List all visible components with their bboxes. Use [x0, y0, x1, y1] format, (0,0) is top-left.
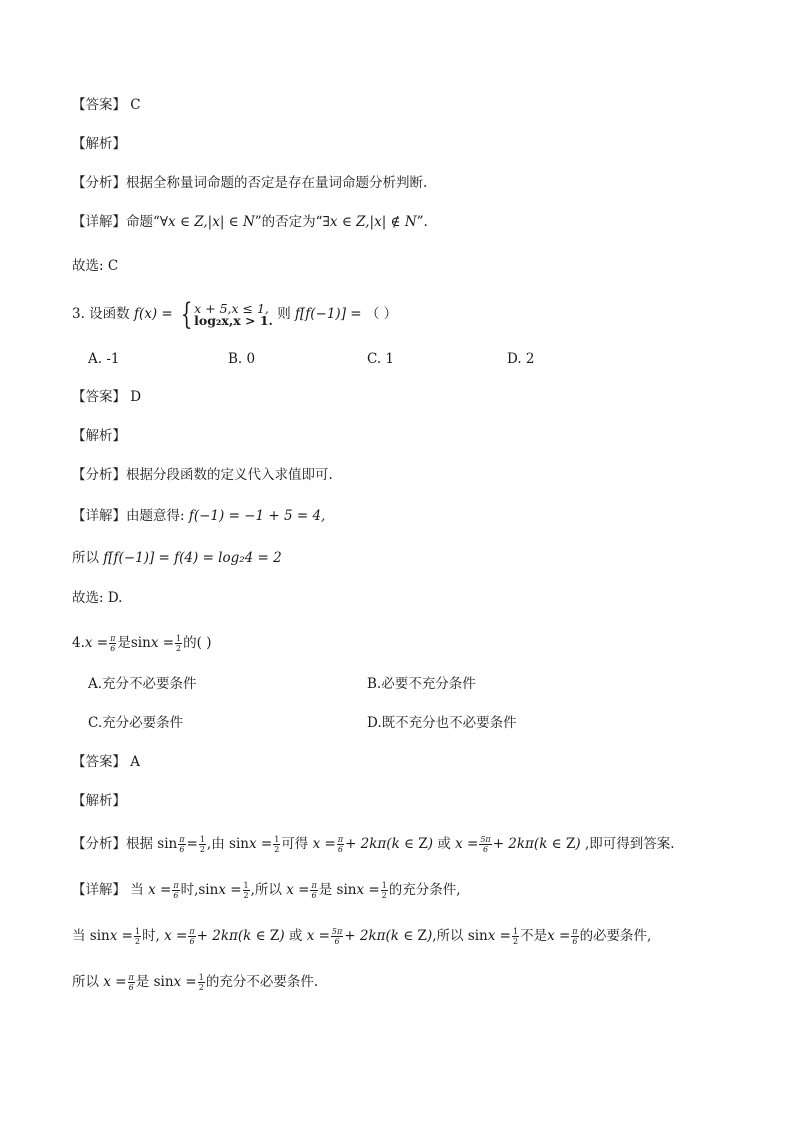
l2-t4: ,所以 — [432, 928, 464, 944]
answer-tag: 【答案】 — [72, 389, 126, 405]
math-sinx-eq: sinx = — [467, 928, 511, 944]
q2-choice: 故选: C — [72, 258, 119, 274]
q3-paren: （ ） — [365, 306, 398, 322]
q2-fenxi-line — [72, 173, 427, 193]
q4-answer-line — [72, 752, 140, 772]
fenxi-t4: 或 — [437, 836, 451, 852]
answer-tag: 【答案】 — [72, 754, 126, 770]
expr-exists: ∃x ∈ Z,|x| ∉ N — [322, 214, 417, 230]
fraction-pi-6: $\frac{\pi}{6}$ — [110, 634, 116, 653]
l2-t5: 不是 — [520, 928, 548, 944]
fraction-pi-6: $\frac{\pi}{6}$ — [128, 973, 134, 992]
l3-t2: 是 — [135, 974, 150, 990]
fraction-pi-6: $\frac{\pi}{6}$ — [173, 881, 179, 900]
xiangjie-tag: 【详解】 — [72, 214, 126, 230]
math-plus-2kpi: + 2kπ(k ∈ Z) — [344, 928, 433, 944]
answer-value: C — [130, 97, 141, 113]
xj-t5: 的充分条件, — [388, 882, 461, 898]
q2-xiangjie-line — [72, 212, 428, 232]
l3-t1: 所以 — [72, 974, 99, 990]
fenxi-tag: 【分析】 — [72, 836, 126, 852]
fraction-pi-6: $\frac{\pi}{6}$ — [572, 927, 578, 946]
math-sinx-eq: sinx = — [153, 974, 197, 990]
q4-fenxi-line — [72, 834, 675, 854]
q4-option-d: D.既不充分也不必要条件 — [367, 715, 517, 731]
q3-fenxi-line — [72, 465, 333, 485]
xiangjie-post: ”. — [416, 214, 428, 230]
fraction-1-2: $\frac{1}{2}$ — [176, 634, 182, 653]
l2-t3: 或 — [288, 928, 303, 944]
q3-option-a: A. -1 — [88, 351, 120, 367]
q3-option-b: B. 0 — [228, 351, 256, 367]
fraction-1-2: $\frac{1}{2}$ — [199, 835, 205, 854]
l3-t3: 的充分不必要条件. — [205, 974, 319, 990]
q4-line2 — [72, 926, 651, 946]
q3-option-d: D. 2 — [507, 351, 535, 367]
xiangjie-text: 由题意得: — [126, 508, 185, 524]
fenxi-text: 根据全称量词命题的否定是存在量词命题分析判断. — [126, 175, 428, 191]
fraction-pi-6: $\frac{\pi}{6}$ — [179, 835, 185, 854]
fraction-pi-6: $\frac{\pi}{6}$ — [311, 881, 317, 900]
q3-option-c: C. 1 — [367, 351, 395, 367]
q4-option-b: B.必要不充分条件 — [367, 676, 476, 692]
q3-choice: 故选: D. — [72, 590, 123, 606]
q2-analysis-head: 【解析】 — [72, 136, 126, 152]
q3-xiangjie-line — [72, 506, 325, 526]
q4-xiangjie-line — [72, 880, 461, 900]
line2-expr: f[f(−1)] = f(4) = log₂4 = 2 — [103, 550, 282, 566]
q3-fx: f(x) = — [133, 306, 173, 322]
q3-stem-post: 则 — [277, 306, 291, 322]
fenxi-t1: 根据 — [126, 836, 153, 852]
xj-t3: ,所以 — [250, 882, 282, 898]
math-x-eq: x = — [84, 635, 109, 651]
l2-t6: 的必要条件, — [579, 928, 652, 944]
q4-num: 4. — [72, 635, 85, 651]
q4-line3 — [72, 972, 318, 992]
q3-stem-pre: 3. 设函数 — [72, 306, 130, 322]
math-plus-2kpi: + 2kπ(k ∈ Z) — [196, 928, 285, 944]
math-x-eq: x = — [103, 974, 127, 990]
fraction-1-2: $\frac{1}{2}$ — [381, 881, 387, 900]
fenxi-t5: ,即可得到答案. — [584, 836, 675, 852]
xj-t1: 当 — [130, 882, 144, 898]
answer-tag: 【答案】 — [72, 97, 126, 113]
fraction-1-2: $\frac{1}{2}$ — [274, 835, 280, 854]
math-x-eq: x = — [148, 882, 172, 898]
q3-answer-line — [72, 387, 141, 407]
xiangjie-expr: f(−1) = −1 + 5 = 4, — [188, 508, 326, 524]
q4-analysis-head: 【解析】 — [72, 793, 126, 809]
case-2: log₂x,x > 1. — [194, 312, 273, 328]
fenxi-t2: ,由 — [206, 836, 225, 852]
q2-answer-line — [72, 95, 141, 115]
q3-stem — [72, 296, 398, 332]
math-x-eq: x = — [547, 928, 571, 944]
math-x-eq: x = — [312, 836, 336, 852]
l2-t2: 时, — [142, 928, 160, 944]
brace-symbol: { — [180, 296, 193, 332]
math-sinx-eq: sinx = — [89, 928, 133, 944]
fraction-1-2: $\frac{1}{2}$ — [198, 973, 204, 992]
math-sin: sin — [157, 836, 178, 852]
math-x-eq: x = — [286, 882, 310, 898]
l2-t1: 当 — [72, 928, 86, 944]
fraction-1-2: $\frac{1}{2}$ — [134, 927, 141, 946]
fraction-pi-6: $\frac{\pi}{6}$ — [189, 927, 195, 946]
fraction-5pi-6: $\frac{5\pi}{6}$ — [331, 927, 343, 946]
math-plus-2kpi: + 2kπ(k ∈ Z) — [345, 836, 434, 852]
xj-t2: 时, — [180, 882, 199, 898]
q4-option-c: C.充分必要条件 — [88, 715, 184, 731]
xj-t4: 是 — [318, 882, 333, 898]
math-sinx-eq: sinx = — [130, 635, 175, 651]
math-x-eq: x = — [306, 928, 330, 944]
fraction-5pi-6: $\frac{5\pi}{6}$ — [480, 835, 491, 854]
q4-de: 的( ) — [183, 635, 212, 651]
fenxi-tag: 【分析】 — [72, 175, 126, 191]
piecewise-cases — [194, 300, 273, 328]
math-x-eq: x = — [455, 836, 479, 852]
math-sinx-eq: sinx = — [229, 836, 273, 852]
xiangjie-pre: 命题“ — [126, 214, 160, 230]
fenxi-tag: 【分析】 — [72, 467, 126, 483]
answer-value: A — [130, 754, 141, 770]
math-plus-2kpi: + 2kπ(k ∈ Z) — [492, 836, 581, 852]
math-sinx-eq: sinx = — [198, 882, 242, 898]
line2-pre: 所以 — [72, 550, 99, 566]
fraction-1-2: $\frac{1}{2}$ — [243, 881, 249, 900]
q3-ask: f[f(−1)] = — [295, 306, 362, 322]
math-x-eq: x = — [164, 928, 188, 944]
q4-stem — [72, 633, 211, 653]
answer-value: D — [130, 389, 142, 405]
case-1: x + 5,x ≤ 1, — [194, 300, 269, 316]
xiangjie-tag: 【详解】 — [72, 508, 126, 524]
xiangjie-tag: 【详解】 — [72, 882, 126, 898]
fenxi-t3: 可得 — [281, 836, 309, 852]
fenxi-text: 根据分段函数的定义代入求值即可. — [126, 467, 333, 483]
fraction-1-2: $\frac{1}{2}$ — [512, 927, 519, 946]
q3-line2 — [72, 548, 282, 568]
math-eq: = — [186, 836, 198, 852]
q3-analysis-head: 【解析】 — [72, 428, 126, 444]
fraction-pi-6: $\frac{\pi}{6}$ — [337, 835, 344, 854]
q4-option-a: A.充分不必要条件 — [88, 676, 197, 692]
xiangjie-mid: ”的否定为“ — [254, 214, 323, 230]
math-sinx-eq: sinx = — [336, 882, 380, 898]
expr-forall: ∀x ∈ Z,|x| ∈ N — [159, 214, 255, 230]
q4-is: 是 — [117, 635, 131, 651]
